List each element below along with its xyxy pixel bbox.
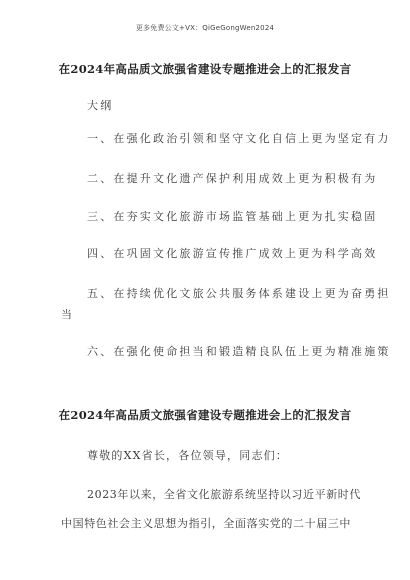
outline-item-2: 二、在提升文化遗产保护利用成效上更为积极有为 [87, 172, 378, 185]
outline-item-5-continued: 当 [61, 308, 75, 321]
greeting: 尊敬的XX省长，各位领导，同志们： [87, 449, 289, 462]
outline-item-4: 四、在巩固文化旅游宣传推广成效上更为科学高效 [87, 247, 378, 260]
outline-item-3: 三、在夯实文化旅游市场监管基础上更为扎实稳固 [87, 210, 378, 223]
body-paragraph-line-1: 2023年以来，全省文化旅游系统坚持以习近平新时代 [87, 488, 361, 501]
outline-item-1: 一、在强化政治引领和坚守文化自信上更为坚定有力 [87, 132, 391, 145]
outline-item-5: 五、在持续优化文旅公共服务体系建设上更为奋勇担 [87, 287, 391, 300]
header-note: 更多免费公文+VX：QiGeGongWen2024 [135, 24, 275, 32]
section-title: 在2024年高品质文旅强省建设专题推进会上的汇报发言 [58, 408, 352, 422]
outline-item-6: 六、在强化使命担当和锻造精良队伍上更为精准施策 [87, 345, 391, 358]
document-title: 在2024年高品质文旅强省建设专题推进会上的汇报发言 [58, 62, 352, 76]
body-paragraph-line-2: 中国特色社会主义思想为指引，全面落实党的二十届三中 [61, 517, 351, 530]
outline-label: 大纲 [87, 99, 114, 112]
